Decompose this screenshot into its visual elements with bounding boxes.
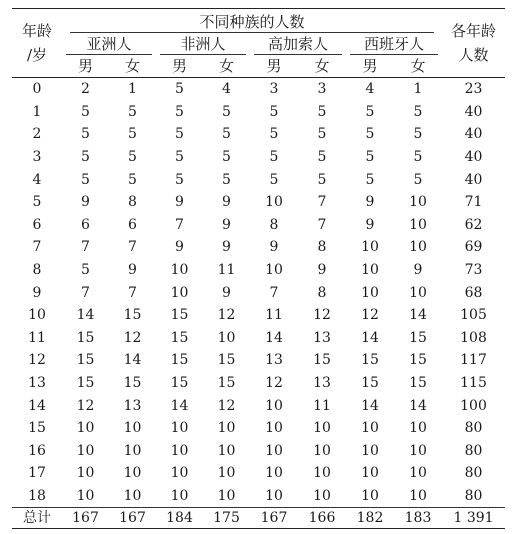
count-cell: 10 [409,284,427,301]
age-cell: 13 [28,375,46,392]
age-cell: 11 [28,329,46,346]
count-cell: 5 [365,149,375,166]
sex-header: 女 [124,57,140,75]
group-title-text: 不同种族的人数 [70,12,435,33]
age-cell: 10 [28,307,46,324]
count-cell: 14 [361,397,379,414]
age-header [12,9,62,78]
count-cell: 15 [76,375,95,392]
count-cell: 10 [409,216,427,233]
count-cell: 10 [170,262,189,279]
count-cell: 10 [170,284,189,301]
count-cell: 5 [222,171,231,188]
group-title [62,9,442,34]
table-row [12,214,505,237]
row-total-cell: 80 [464,442,483,459]
row-total-cell: 117 [460,352,487,369]
row-total-cell: 23 [464,81,483,98]
count-cell: 15 [217,375,236,392]
count-cell: 7 [81,239,90,256]
count-cell: 15 [123,375,142,392]
count-cell: 10 [170,487,189,504]
ethnicity-asian: 亚洲人 [62,33,156,55]
row-total-cell: 73 [464,262,483,279]
count-cell: 15 [170,329,189,346]
sex-header: 男 [171,57,187,75]
table-row [12,485,505,508]
count-cell: 10 [217,442,236,459]
sex-header: 女 [218,57,234,75]
age-cell: 4 [32,171,42,188]
count-cell: 7 [317,194,327,211]
count-cell: 7 [269,284,279,301]
table-row [12,394,505,417]
count-cell: 5 [128,103,137,120]
count-cell: 15 [361,375,379,392]
count-cell: 10 [170,420,189,437]
count-cell: 8 [269,216,279,233]
row-total-cell: 71 [464,194,483,211]
age-cell: 2 [32,126,42,143]
age-cell: 15 [28,420,46,437]
count-cell: 9 [222,216,231,233]
count-cell: 9 [365,216,375,233]
count-cell: 9 [175,239,184,256]
count-cell: 14 [409,397,427,414]
count-cell: 7 [317,216,327,233]
count-cell: 5 [81,171,90,188]
row-total-cell: 68 [464,284,483,301]
count-cell: 1 [128,81,137,98]
count-cell: 4 [222,81,231,98]
count-cell: 9 [128,262,137,279]
count-cell: 5 [128,149,137,166]
table-row [12,372,505,395]
row-total-cell: 40 [464,126,483,143]
totals-label: 总计 [12,508,62,529]
table-row [12,440,505,463]
count-cell: 5 [269,171,279,188]
count-cell: 5 [175,103,184,120]
age-cell: 17 [28,465,46,482]
totals-cell: 167 [250,508,298,529]
count-cell: 5 [317,103,327,120]
count-cell: 3 [317,81,327,98]
row-total-cell: 80 [464,465,483,482]
count-cell: 10 [265,465,283,482]
totals-cell: 167 [109,508,156,529]
table-row [12,146,505,169]
count-cell: 5 [269,103,279,120]
count-cell: 10 [123,487,142,504]
count-cell: 6 [128,216,137,233]
row-total-cell: 108 [460,329,487,346]
population-table [12,8,505,529]
table-row [12,327,505,350]
table-row [12,259,505,282]
sex-header: 男 [77,57,93,75]
count-cell: 15 [123,307,142,324]
count-cell: 5 [317,126,327,143]
table-row [12,101,505,124]
table-header [12,9,505,78]
count-cell: 10 [361,262,379,279]
count-cell: 10 [217,465,236,482]
count-cell: 9 [413,262,423,279]
total-header [442,9,505,78]
count-cell: 13 [265,352,283,369]
count-cell: 10 [76,442,95,459]
count-cell: 15 [313,352,331,369]
count-cell: 10 [409,465,427,482]
count-cell: 9 [222,284,231,301]
count-cell: 14 [170,397,189,414]
count-cell: 5 [413,103,423,120]
count-cell: 7 [128,239,137,256]
count-cell: 10 [409,442,427,459]
age-cell: 12 [28,352,46,369]
count-cell: 15 [361,352,379,369]
grand-total: 1 391 [442,508,505,529]
count-cell: 9 [222,239,231,256]
age-cell: 7 [32,239,42,256]
table-row [12,236,505,259]
count-cell: 5 [81,149,90,166]
table-row [12,168,505,191]
count-cell: 15 [217,352,236,369]
count-cell: 10 [76,487,95,504]
table-container [12,8,505,529]
count-cell: 10 [265,194,283,211]
count-cell: 10 [361,487,379,504]
count-cell: 5 [317,149,327,166]
ethnicity-african: 非洲人 [156,33,250,55]
totals-cell: 184 [156,508,203,529]
count-cell: 10 [361,284,379,301]
count-cell: 5 [222,103,231,120]
count-cell: 5 [81,103,90,120]
row-total-cell: 69 [464,239,483,256]
count-cell: 5 [365,171,375,188]
count-cell: 12 [123,329,142,346]
count-cell: 9 [269,239,279,256]
age-cell: 0 [32,81,42,98]
count-cell: 5 [317,171,327,188]
count-cell: 10 [265,487,283,504]
totals-cell: 182 [346,508,394,529]
count-cell: 5 [222,149,231,166]
count-cell: 15 [409,352,427,369]
row-total-cell: 40 [464,149,483,166]
row-total-cell: 80 [464,487,483,504]
count-cell: 12 [76,397,95,414]
age-cell: 14 [28,397,46,414]
count-cell: 15 [170,375,189,392]
table-row [12,191,505,214]
count-cell: 13 [313,375,331,392]
count-cell: 14 [361,329,379,346]
count-cell: 1 [413,81,423,98]
count-cell: 15 [409,375,427,392]
count-cell: 12 [313,307,331,324]
totals-cell: 175 [203,508,250,529]
count-cell: 15 [76,352,95,369]
age-cell: 18 [28,487,46,504]
count-cell: 5 [81,126,90,143]
count-cell: 14 [123,352,142,369]
count-cell: 10 [409,194,427,211]
count-cell: 10 [170,442,189,459]
count-cell: 10 [313,487,331,504]
count-cell: 15 [76,329,95,346]
age-cell: 9 [32,284,42,301]
count-cell: 5 [413,126,423,143]
age-cell: 8 [32,262,42,279]
table-body [12,78,505,508]
count-cell: 5 [175,149,184,166]
count-cell: 15 [170,352,189,369]
count-cell: 12 [361,307,379,324]
total-label-line2: 人数 [458,46,489,64]
age-cell: 1 [32,103,42,120]
sex-header: 男 [362,57,378,75]
count-cell: 10 [76,420,95,437]
count-cell: 11 [217,262,236,279]
count-cell: 15 [170,307,189,324]
count-cell: 5 [269,149,279,166]
row-total-cell: 105 [460,307,487,324]
count-cell: 10 [217,329,236,346]
row-total-cell: 62 [464,216,483,233]
sex-header: 女 [410,57,426,75]
count-cell: 5 [365,126,375,143]
count-cell: 15 [409,329,427,346]
age-cell: 3 [32,149,42,166]
ethnicity-hispanic: 西班牙人 [346,33,442,55]
count-cell: 8 [317,239,327,256]
count-cell: 6 [81,216,90,233]
count-cell: 8 [128,194,137,211]
count-cell: 7 [175,216,184,233]
age-label-line2: /岁 [26,46,48,64]
row-total-cell: 40 [464,171,483,188]
count-cell: 14 [76,307,95,324]
count-cell: 5 [175,171,184,188]
age-cell: 5 [32,194,42,211]
ethnicity-caucasian: 高加索人 [250,33,346,55]
count-cell: 8 [317,284,327,301]
count-cell: 10 [170,465,189,482]
count-cell: 10 [265,420,283,437]
count-cell: 14 [265,329,283,346]
count-cell: 10 [265,397,283,414]
count-cell: 5 [128,126,137,143]
count-cell: 10 [123,442,142,459]
row-total-cell: 80 [464,420,483,437]
table-row [12,349,505,372]
count-cell: 10 [361,465,379,482]
count-cell: 12 [265,375,283,392]
table-row [12,78,505,101]
count-cell: 5 [81,262,90,279]
count-cell: 7 [81,284,90,301]
count-cell: 10 [361,239,379,256]
table-row [12,123,505,146]
sex-header: 男 [266,57,282,75]
count-cell: 14 [409,307,427,324]
count-cell: 10 [123,465,142,482]
totals-cell: 167 [62,508,109,529]
count-cell: 7 [128,284,137,301]
count-cell: 5 [365,103,375,120]
age-cell: 16 [28,442,46,459]
age-cell: 6 [32,216,42,233]
count-cell: 5 [128,171,137,188]
count-cell: 3 [269,81,279,98]
count-cell: 5 [175,81,184,98]
age-label-line1: 年龄 [21,22,52,40]
count-cell: 11 [265,307,283,324]
table-row [12,281,505,304]
sex-header: 女 [314,57,330,75]
count-cell: 4 [365,81,375,98]
count-cell: 2 [81,81,90,98]
totals-cell: 183 [394,508,442,529]
count-cell: 5 [413,149,423,166]
count-cell: 9 [365,194,375,211]
row-total-cell: 115 [460,375,487,392]
count-cell: 10 [217,420,236,437]
count-cell: 10 [313,420,331,437]
count-cell: 11 [313,397,331,414]
totals-cell: 166 [298,508,346,529]
table-row [12,304,505,327]
count-cell: 10 [217,487,236,504]
count-cell: 10 [313,442,331,459]
row-total-cell: 100 [460,397,487,414]
count-cell: 9 [175,194,184,211]
table-row [12,417,505,440]
count-cell: 12 [217,307,236,324]
table-footer [12,508,505,529]
count-cell: 9 [222,194,231,211]
count-cell: 5 [413,171,423,188]
count-cell: 10 [123,420,142,437]
count-cell: 10 [409,487,427,504]
count-cell: 13 [123,397,142,414]
count-cell: 10 [361,442,379,459]
count-cell: 10 [409,239,427,256]
count-cell: 5 [175,126,184,143]
totals-row [12,508,505,529]
count-cell: 10 [409,420,427,437]
table-row [12,462,505,485]
count-cell: 9 [317,262,327,279]
count-cell: 10 [313,465,331,482]
count-cell: 10 [265,262,283,279]
count-cell: 10 [76,465,95,482]
total-label-line1: 各年龄 [451,22,497,40]
count-cell: 5 [269,126,279,143]
count-cell: 5 [222,126,231,143]
count-cell: 10 [361,420,379,437]
count-cell: 9 [81,194,90,211]
count-cell: 10 [265,442,283,459]
count-cell: 13 [313,329,331,346]
count-cell: 12 [217,397,236,414]
row-total-cell: 40 [464,103,483,120]
